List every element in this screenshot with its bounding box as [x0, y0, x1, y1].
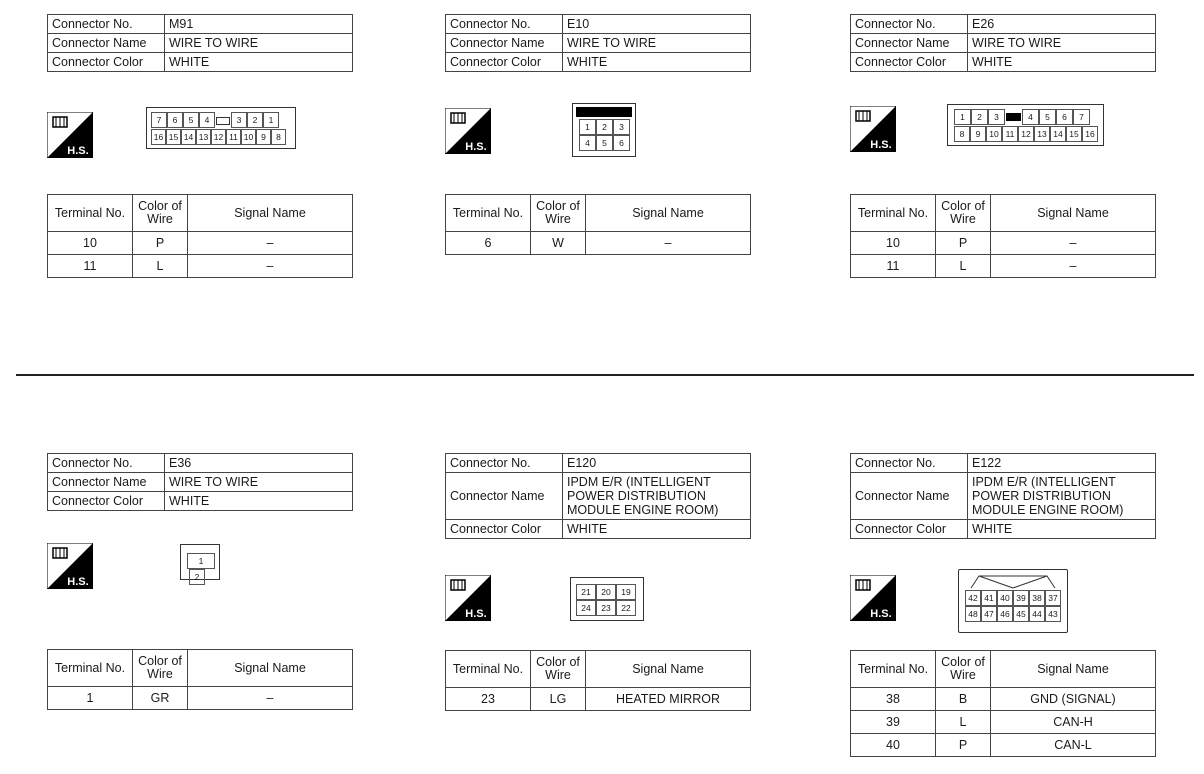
pin: 4 — [1022, 109, 1039, 125]
connector-face-e36 — [180, 544, 220, 580]
connector-name-label: Connector Name — [48, 473, 165, 492]
pin: 11 — [1002, 126, 1018, 142]
pin: 38 — [1029, 590, 1045, 606]
connector-face-e120 — [570, 577, 644, 621]
pin: 5 — [183, 112, 199, 128]
terminal-table — [850, 194, 1156, 278]
connector-lock-bar — [576, 107, 632, 117]
connector-name-label: Connector Name — [851, 34, 968, 53]
signal-name-header: Signal Name — [188, 650, 353, 687]
connector-name-label: Connector Name — [48, 34, 165, 53]
pin: 2 — [971, 109, 988, 125]
pin: 7 — [151, 112, 167, 128]
harness-side-icon — [445, 575, 491, 621]
connector-color-label: Connector Color — [851, 520, 968, 539]
connector-no-value: E122 — [968, 454, 1156, 473]
connector-no-label: Connector No. — [48, 15, 165, 34]
connector-no-value: E26 — [968, 15, 1156, 34]
signal-name-header: Signal Name — [586, 195, 751, 232]
connector-name-value: IPDM E/R (INTELLIGENT POWER DISTRIBUTION MODULE ENGINE ROOM) — [968, 473, 1156, 520]
signal-name: – — [586, 232, 751, 255]
pin: 14 — [1050, 126, 1066, 142]
pin: 13 — [196, 129, 211, 145]
connector-no-label: Connector No. — [851, 15, 968, 34]
pin: 2 — [247, 112, 263, 128]
table-row — [48, 687, 353, 710]
connector-block-e10 — [445, 14, 751, 72]
terminal-no-header: Terminal No. — [48, 195, 133, 232]
connector-no-label: Connector No. — [48, 454, 165, 473]
wire-color: B — [936, 688, 991, 711]
terminal-no: 10 — [851, 232, 936, 255]
pin: 39 — [1013, 590, 1029, 606]
connector-block-e36 — [47, 453, 353, 511]
pin: 22 — [616, 600, 636, 616]
color-of-wire-header: Color of Wire — [936, 195, 991, 232]
connector-no-label: Connector No. — [851, 454, 968, 473]
wire-color: P — [936, 734, 991, 757]
terminal-table — [47, 194, 353, 278]
connector-color-value: WHITE — [563, 53, 751, 72]
pin: 13 — [1034, 126, 1050, 142]
connector-block-e120 — [445, 453, 751, 539]
connector-face-e10 — [572, 103, 636, 157]
pin: 4 — [579, 135, 596, 151]
connector-name-value: WIRE TO WIRE — [563, 34, 751, 53]
terminal-table — [47, 649, 353, 710]
table-row — [851, 255, 1156, 278]
connector-color-label: Connector Color — [446, 520, 563, 539]
connector-name-label: Connector Name — [446, 473, 563, 520]
pin: 16 — [151, 129, 166, 145]
pin: 19 — [616, 584, 636, 600]
terminal-no: 10 — [48, 232, 133, 255]
color-of-wire-header: Color of Wire — [936, 651, 991, 688]
color-of-wire-header: Color of Wire — [133, 195, 188, 232]
pin: 40 — [997, 590, 1013, 606]
pin: 6 — [167, 112, 183, 128]
color-of-wire-header: Color of Wire — [531, 195, 586, 232]
wire-color: GR — [133, 687, 188, 710]
pin: 43 — [1045, 606, 1061, 622]
signal-name: – — [991, 255, 1156, 278]
terminal-table — [445, 650, 751, 711]
connector-color-value: WHITE — [165, 53, 353, 72]
connector-name-value: WIRE TO WIRE — [165, 34, 353, 53]
wire-color: L — [936, 711, 991, 734]
terminal-no-header: Terminal No. — [446, 195, 531, 232]
terminal-no: 6 — [446, 232, 531, 255]
table-row — [851, 232, 1156, 255]
connector-color-value: WHITE — [563, 520, 751, 539]
pin: 45 — [1013, 606, 1029, 622]
connector-hood — [959, 570, 1067, 590]
pin: 11 — [226, 129, 241, 145]
terminal-no-header: Terminal No. — [446, 651, 531, 688]
pin: 3 — [231, 112, 247, 128]
connector-info-table — [850, 453, 1156, 539]
signal-name-header: Signal Name — [188, 195, 353, 232]
table-row — [851, 688, 1156, 711]
signal-name: CAN-H — [991, 711, 1156, 734]
harness-side-icon — [445, 108, 491, 154]
connector-info-table — [445, 453, 751, 539]
hs-label: H.S. — [465, 608, 487, 620]
connector-no-label: Connector No. — [446, 15, 563, 34]
terminal-table — [445, 194, 751, 255]
pin: 9 — [256, 129, 271, 145]
terminal-table-e26 — [850, 194, 1156, 278]
signal-name-header: Signal Name — [991, 651, 1156, 688]
terminal-no-header: Terminal No. — [851, 195, 936, 232]
connector-info-table — [850, 14, 1156, 72]
table-row — [446, 232, 751, 255]
pin: 15 — [1066, 126, 1082, 142]
wire-color: P — [133, 232, 188, 255]
terminal-no-header: Terminal No. — [851, 651, 936, 688]
signal-name: – — [188, 687, 353, 710]
pin: 7 — [1073, 109, 1090, 125]
color-of-wire-header: Color of Wire — [531, 651, 586, 688]
table-row — [48, 255, 353, 278]
connector-no-value: E120 — [563, 454, 751, 473]
hs-label: H.S. — [870, 139, 892, 151]
table-row — [851, 734, 1156, 757]
latch — [215, 112, 231, 128]
terminal-table-e122 — [850, 650, 1156, 757]
terminal-no: 40 — [851, 734, 936, 757]
connector-name-value: WIRE TO WIRE — [165, 473, 353, 492]
connector-face-e122 — [958, 569, 1068, 633]
connector-info-table — [47, 14, 353, 72]
pin: 48 — [965, 606, 981, 622]
pin: 10 — [241, 129, 256, 145]
pin: 47 — [981, 606, 997, 622]
hs-label: H.S. — [465, 141, 487, 153]
pin: 42 — [965, 590, 981, 606]
terminal-table-e120 — [445, 650, 751, 711]
signal-name: – — [188, 255, 353, 278]
connector-info-table — [445, 14, 751, 72]
pin: 20 — [596, 584, 616, 600]
terminal-no: 39 — [851, 711, 936, 734]
signal-name-header: Signal Name — [586, 651, 751, 688]
pin: 5 — [596, 135, 613, 151]
connector-color-label: Connector Color — [48, 492, 165, 511]
terminal-table-e10 — [445, 194, 751, 255]
signal-name: CAN-L — [991, 734, 1156, 757]
pin: 12 — [211, 129, 226, 145]
harness-side-icon — [47, 543, 93, 589]
pin: 8 — [271, 129, 286, 145]
hs-label: H.S. — [67, 576, 89, 588]
connector-info-table — [47, 453, 353, 511]
wire-color: LG — [531, 688, 586, 711]
hs-label: H.S. — [67, 145, 89, 157]
color-of-wire-header: Color of Wire — [133, 650, 188, 687]
signal-name-header: Signal Name — [991, 195, 1156, 232]
pin: 4 — [199, 112, 215, 128]
terminal-no: 23 — [446, 688, 531, 711]
terminal-no: 38 — [851, 688, 936, 711]
signal-name: – — [188, 232, 353, 255]
terminal-no-header: Terminal No. — [48, 650, 133, 687]
terminal-table — [850, 650, 1156, 757]
table-row — [851, 711, 1156, 734]
connector-name-value: IPDM E/R (INTELLIGENT POWER DISTRIBUTION MODULE ENGINE ROOM) — [563, 473, 751, 520]
terminal-no: 11 — [48, 255, 133, 278]
pin: 14 — [181, 129, 196, 145]
pin: 1 — [187, 553, 215, 569]
connector-block-e26 — [850, 14, 1156, 72]
pin: 41 — [981, 590, 997, 606]
pin: 15 — [166, 129, 181, 145]
pin: 12 — [1018, 126, 1034, 142]
section-divider — [16, 374, 1194, 376]
connector-color-label: Connector Color — [851, 53, 968, 72]
connector-name-value: WIRE TO WIRE — [968, 34, 1156, 53]
pin: 44 — [1029, 606, 1045, 622]
terminal-no: 11 — [851, 255, 936, 278]
pin: 3 — [613, 119, 630, 135]
pin: 8 — [954, 126, 970, 142]
wire-color: P — [936, 232, 991, 255]
pin: 1 — [579, 119, 596, 135]
table-row — [48, 232, 353, 255]
pin: 2 — [189, 569, 205, 585]
wire-color: L — [133, 255, 188, 278]
connector-name-label: Connector Name — [446, 34, 563, 53]
connector-color-value: WHITE — [165, 492, 353, 511]
pin: 6 — [1056, 109, 1073, 125]
pin: 46 — [997, 606, 1013, 622]
signal-name: – — [991, 232, 1156, 255]
harness-side-icon — [850, 106, 896, 152]
terminal-table-m91 — [47, 194, 353, 278]
wire-color: L — [936, 255, 991, 278]
pin: 10 — [986, 126, 1002, 142]
terminal-table-e36 — [47, 649, 353, 710]
pin: 9 — [970, 126, 986, 142]
pin: 5 — [1039, 109, 1056, 125]
pin: 6 — [613, 135, 630, 151]
wire-color: W — [531, 232, 586, 255]
connector-face-m91 — [146, 107, 296, 149]
signal-name: HEATED MIRROR — [586, 688, 751, 711]
connector-color-label: Connector Color — [48, 53, 165, 72]
pin: 21 — [576, 584, 596, 600]
connector-color-value: WHITE — [968, 53, 1156, 72]
connector-color-value: WHITE — [968, 520, 1156, 539]
connector-no-value: E36 — [165, 454, 353, 473]
harness-side-icon — [850, 575, 896, 621]
connector-face-e26 — [947, 104, 1104, 146]
terminal-no: 1 — [48, 687, 133, 710]
connector-no-label: Connector No. — [446, 454, 563, 473]
table-row — [446, 688, 751, 711]
pin: 37 — [1045, 590, 1061, 606]
connector-no-value: M91 — [165, 15, 353, 34]
pin: 16 — [1082, 126, 1098, 142]
signal-name: GND (SIGNAL) — [991, 688, 1156, 711]
connector-block-e122 — [850, 453, 1156, 539]
hs-label: H.S. — [870, 608, 892, 620]
harness-side-icon — [47, 112, 93, 158]
connector-no-value: E10 — [563, 15, 751, 34]
pin: 23 — [596, 600, 616, 616]
connector-name-label: Connector Name — [851, 473, 968, 520]
pin: 3 — [988, 109, 1005, 125]
pin: 1 — [263, 112, 279, 128]
connector-block-m91 — [47, 14, 353, 72]
latch — [1005, 109, 1022, 125]
pin: 1 — [954, 109, 971, 125]
connector-color-label: Connector Color — [446, 53, 563, 72]
pin: 2 — [596, 119, 613, 135]
pin: 24 — [576, 600, 596, 616]
